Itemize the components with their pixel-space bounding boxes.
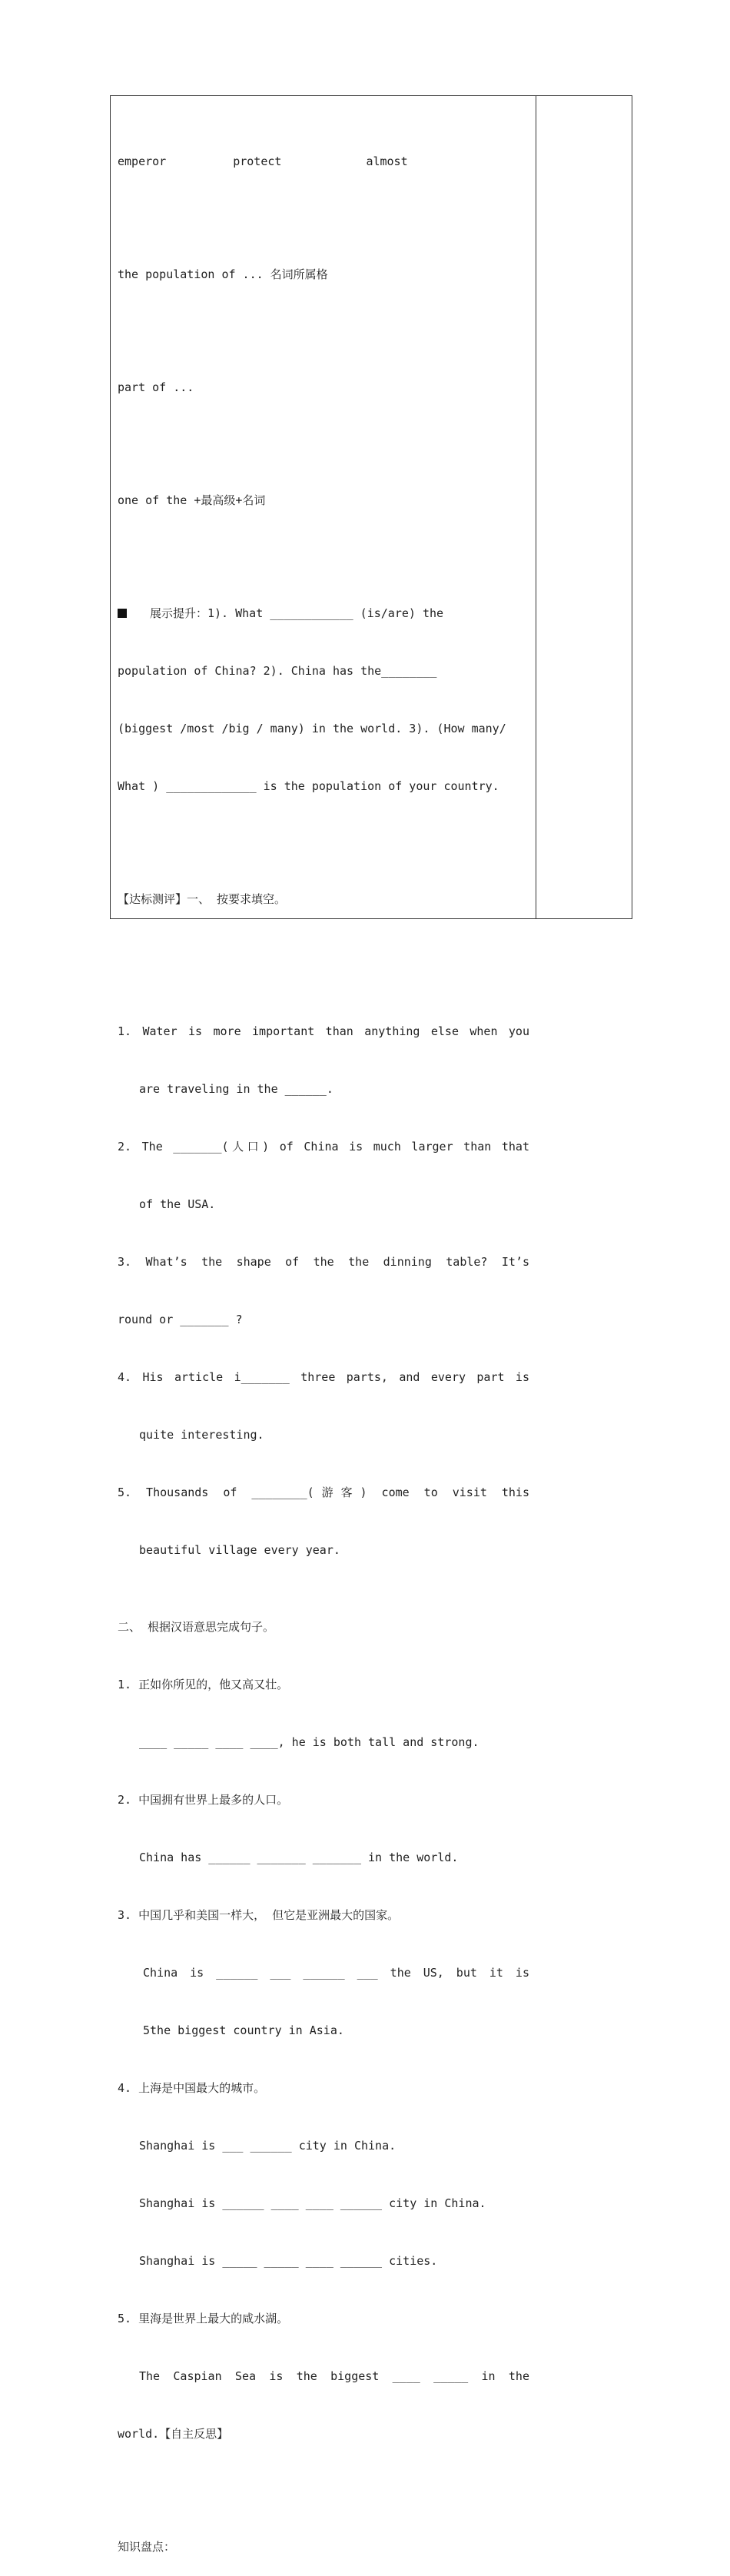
- answer-line: Shanghai is ___ ______ city in China.: [139, 2139, 397, 2153]
- display-line: population of China? 2). China has the________: [118, 664, 437, 678]
- answer-line: Shanghai is ______ ____ ____ ______ city in China.: [139, 2196, 486, 2210]
- exercise-line: 5. Thousands of ________(游客) come to visit this: [118, 1486, 529, 1499]
- display-line: What ) _____________ is the population of your country.: [118, 779, 499, 793]
- answer-line: China is ______ ___ ______ ___ the US, but it is: [143, 1966, 529, 1980]
- display-line: (biggest /most /big / many) in the world. 3). (How many/: [118, 722, 506, 735]
- exercise-line: quite interesting.: [139, 1428, 264, 1442]
- vocab-word: almost: [366, 154, 408, 168]
- answer-line: 5the biggest country in Asia.: [143, 2023, 344, 2037]
- test-heading: 【达标测评】一、 按要求填空。: [118, 892, 287, 906]
- part2-heading: 二、 根据汉语意思完成句子。: [118, 1620, 275, 1634]
- phrase: one of the +最高级+名词: [118, 493, 266, 507]
- vocab-word: emperor: [118, 154, 167, 168]
- exercise-line: 4. His article i_______ three parts, and every part is: [118, 1370, 529, 1384]
- display-text: 展示提升：1). What ____________ (is/are) the: [150, 606, 444, 620]
- vocab-word: protect: [233, 154, 282, 168]
- question: 4. 上海是中国最大的城市。: [118, 2081, 266, 2095]
- exercise-line: of the USA.: [139, 1197, 216, 1211]
- phrase: part of ...: [118, 380, 194, 394]
- exercise-line: are traveling in the ______.: [139, 1082, 333, 1096]
- exercise-line: 3. What’s the shape of the the dinning table? It’s: [118, 1255, 529, 1269]
- exercise-line: 2. The _______(人口) of China is much larger than that: [118, 1140, 529, 1154]
- worksheet-content: [118, 114, 529, 2576]
- answer-line: China has ______ _______ _______ in the world.: [139, 1851, 459, 1864]
- exercise-line: beautiful village every year.: [139, 1543, 340, 1557]
- question: 3. 中国几乎和美国一样大， 但它是亚洲最大的国家。: [118, 1908, 400, 1922]
- square-bullet-icon: [118, 609, 127, 618]
- question: 2. 中国拥有世界上最多的人口。: [118, 1793, 289, 1807]
- vocab-row: [118, 152, 529, 171]
- question: 5. 里海是世界上最大的咸水湖。: [118, 2312, 289, 2325]
- exercise-line: round or _______ ?: [118, 1313, 243, 1326]
- answer-line: Shanghai is _____ _____ ____ ______ cities.: [139, 2254, 438, 2268]
- question: 1. 正如你所见的，他又高又壮。: [118, 1678, 289, 1691]
- display-line: [118, 604, 529, 623]
- answer-line: The Caspian Sea is the biggest ____ _____ in the: [139, 2369, 529, 2383]
- summary-label: 知识盘点：: [118, 2540, 176, 2554]
- answer-line: world.【自主反思】: [118, 2427, 229, 2441]
- answer-line: ____ _____ ____ ____, he is both tall and strong.: [139, 1735, 479, 1749]
- exercise-line: 1. Water is more important than anything else when you: [118, 1024, 529, 1038]
- phrase: the population of ... 名词所属格: [118, 267, 328, 281]
